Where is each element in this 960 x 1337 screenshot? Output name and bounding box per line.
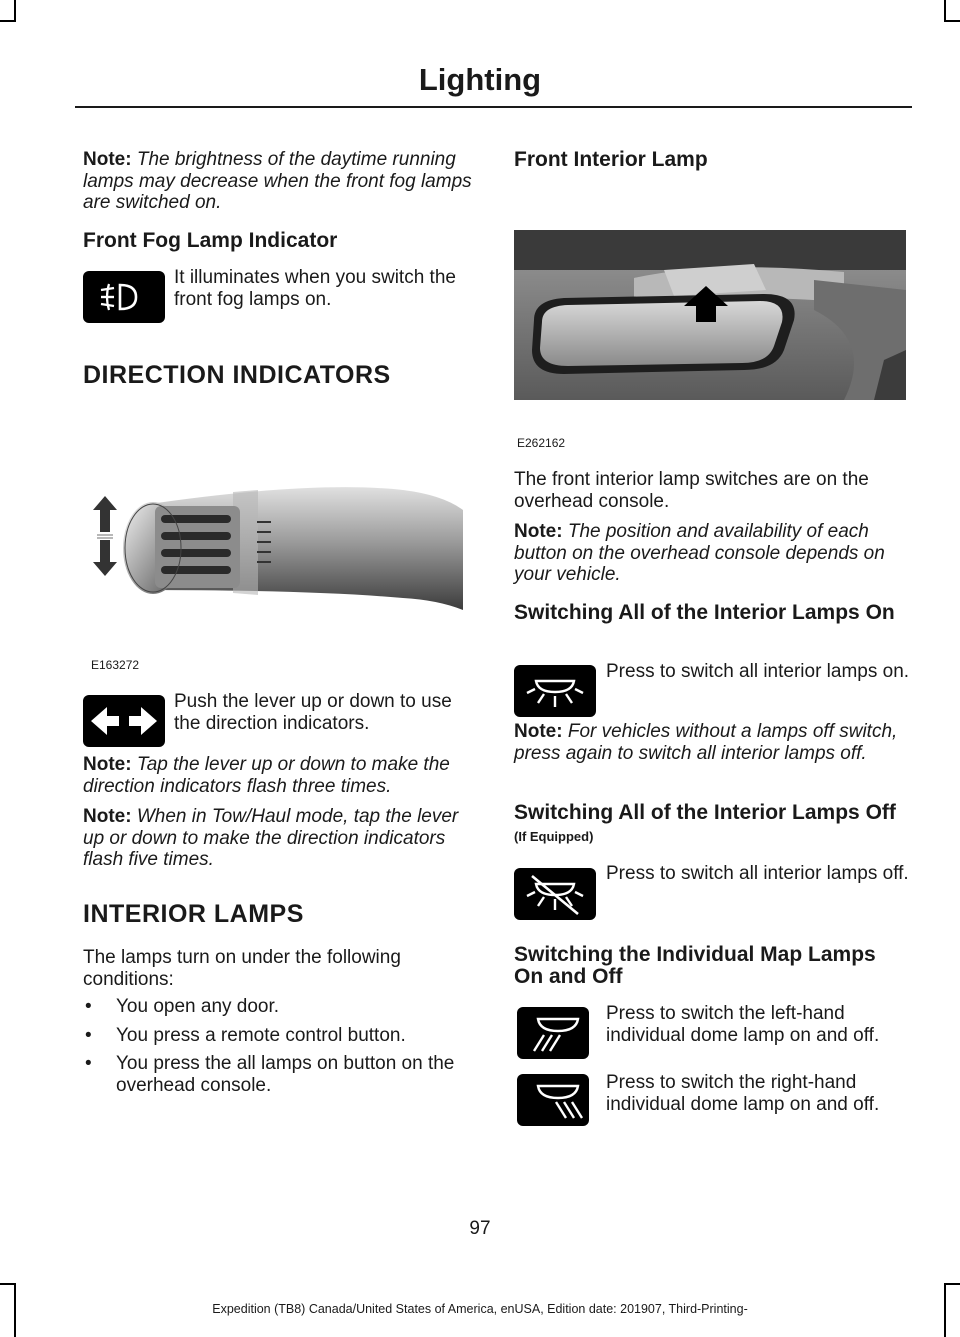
lamps-off-text: Press to switch all interior lamps off. (606, 863, 909, 884)
bullet-marker: • (85, 1053, 92, 1074)
crop-mark (14, 0, 16, 22)
console-image-code: E262162 (517, 436, 566, 450)
map-lamps-heading: Switching the Individual Map Lamps On and Off (514, 943, 876, 988)
note-tow-haul: Note: When in Tow/Haul mode, tap the lever up or down to make the direction indicators flash five times. (83, 806, 459, 870)
list-item: You open any door. (116, 996, 280, 1017)
bullet-marker: • (85, 996, 92, 1017)
note-daytime-lamps: Note: The brightness of the daytime running lamps may decrease when the front fog lamps are switched on. (83, 149, 472, 213)
lamps-off-heading: Switching All of the Interior Lamps Off (If Equipped) (514, 801, 896, 844)
right-map-lamp-icon (517, 1074, 589, 1126)
console-text: The front interior lamp switches are on the overhead console. (514, 469, 869, 512)
direction-indicators-heading: DIRECTION INDICATORS (83, 361, 391, 389)
lamps-on-text: Press to switch all interior lamps on. (606, 661, 910, 682)
all-lamps-on-icon (514, 665, 596, 717)
overhead-console-illustration (514, 220, 906, 400)
lever-image-code: E163272 (91, 658, 140, 672)
crop-mark (0, 20, 16, 22)
list-item: You press a remote control button. (116, 1025, 406, 1046)
header-rule (75, 106, 912, 108)
page-title: Lighting (418, 62, 542, 97)
lever-illustration (83, 410, 463, 655)
interior-lamps-heading: INTERIOR LAMPS (83, 900, 304, 928)
right-map-lamp-text: Press to switch the right-hand individual dome lamp on and off. (606, 1072, 880, 1115)
direction-arrows-icon (83, 695, 165, 747)
footer-text: Expedition (TB8) Canada/United States of America, enUSA, Edition date: 201907, Third-Printing- (212, 1302, 748, 1316)
note-console-position: Note: The position and availability of each button on the overhead console depends on your vehicle. (514, 521, 885, 585)
lamps-on-heading: Switching All of the Interior Lamps On (514, 601, 895, 624)
left-map-lamp-text: Press to switch the left-hand individual dome lamp on and off. (606, 1003, 880, 1046)
front-interior-lamp-heading: Front Interior Lamp (514, 148, 708, 171)
crop-mark (944, 0, 946, 22)
note-lamps-off-switch: Note: For vehicles without a lamps off switch, press again to switch all interior lamps off. (514, 721, 898, 764)
crop-mark (0, 1283, 16, 1285)
left-map-lamp-icon (517, 1007, 589, 1059)
direction-text: Push the lever up or down to use the direction indicators. (174, 691, 452, 734)
fog-lamp-text: It illuminates when you switch the front fog lamps on. (174, 267, 456, 310)
fog-lamp-heading: Front Fog Lamp Indicator (83, 229, 338, 252)
bullet-marker: • (85, 1025, 92, 1046)
if-equipped-label: (If Equipped) (514, 829, 594, 844)
note-flash-three: Note: Tap the lever up or down to make the direction indicators flash three times. (83, 754, 450, 797)
interior-intro: The lamps turn on under the following conditions: (83, 947, 401, 990)
fog-lamp-icon (83, 271, 165, 323)
page-number: 97 (469, 1218, 491, 1239)
all-lamps-off-icon (514, 868, 596, 920)
crop-mark (944, 20, 960, 22)
crop-mark (944, 1283, 960, 1285)
list-item: You press the all lamps on button on the overhead console. (116, 1053, 455, 1096)
